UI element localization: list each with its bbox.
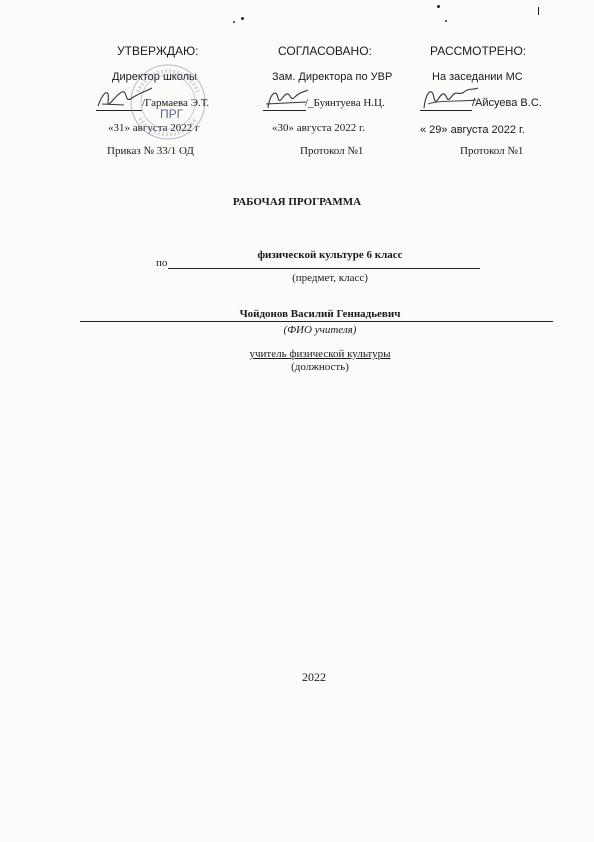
review-header: РАССМОТРЕНО: bbox=[430, 44, 527, 58]
stamp-text: ПРГ bbox=[160, 107, 184, 121]
approve-date: «31» августа 2022 г bbox=[108, 122, 200, 134]
teacher-line bbox=[80, 321, 553, 322]
agree-signer: /_Буянтуева Н.Ц. bbox=[305, 97, 385, 109]
subject-prefix: по bbox=[156, 257, 168, 269]
scan-speck bbox=[233, 21, 235, 23]
subject-value: физической культуре 6 класс bbox=[257, 249, 403, 261]
scan-speck bbox=[445, 20, 447, 22]
teacher-caption: (ФИО учителя) bbox=[283, 324, 357, 336]
review-signer: /Айсуева В.С. bbox=[472, 97, 542, 109]
scan-speck bbox=[437, 5, 440, 8]
deputy-signature bbox=[262, 84, 310, 114]
year: 2022 bbox=[302, 670, 326, 684]
director-signature bbox=[94, 84, 154, 114]
agree-header: СОГЛАСОВАНО: bbox=[278, 44, 372, 58]
approve-order: Приказ № 33/1 ОД bbox=[107, 145, 194, 157]
approve-signer: /Гармаева Э.Т. bbox=[142, 97, 210, 109]
review-date: « 29» августа 2022 г. bbox=[420, 124, 525, 136]
position-value: учитель физической культуры bbox=[249, 348, 391, 360]
position-caption: (должность) bbox=[291, 361, 349, 373]
approve-header: УТВЕРЖДАЮ: bbox=[117, 44, 199, 58]
teacher-name: Чойдонов Василий Геннадьевич bbox=[239, 308, 401, 320]
subject-line bbox=[168, 268, 480, 269]
scan-speck bbox=[538, 7, 539, 15]
agree-date: «30» августа 2022 г. bbox=[272, 122, 366, 134]
document-title: РАБОЧАЯ ПРОГРАММА bbox=[232, 196, 362, 208]
approve-role: Директор школы bbox=[112, 71, 197, 83]
agree-role: Зам. Директора по УВР bbox=[272, 71, 393, 83]
subject-caption: (предмет, класс) bbox=[292, 272, 368, 284]
scan-speck bbox=[241, 17, 244, 20]
agree-protocol: Протокол №1 bbox=[300, 145, 364, 157]
methodical-council-signature bbox=[420, 82, 480, 114]
review-role: На заседании МС bbox=[432, 71, 523, 83]
review-protocol: Протокол №1 bbox=[460, 145, 524, 157]
